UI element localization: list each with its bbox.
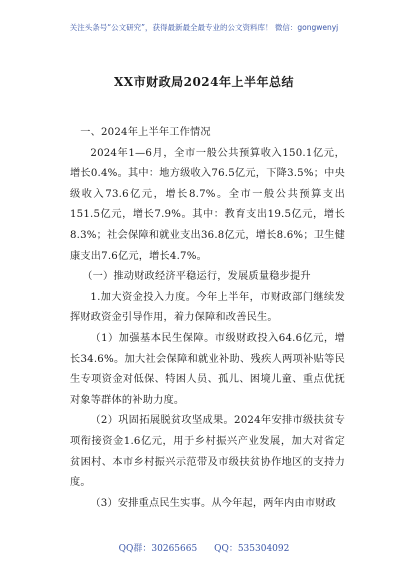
- document-title: XX市财政局2024年上半年总结: [113, 75, 295, 89]
- contact-footer: QQ群：30265665 QQ：535304092: [118, 544, 290, 554]
- paragraph-item-1: 1.加大资金投入力度。今年上半年，市财政部门继续发挥财政资金引导作用，着力保障和改善民生。: [70, 291, 345, 324]
- section-heading: 一、2024年上半年工作情况: [80, 127, 211, 138]
- paragraph-item-1-2: （2）巩固拓展脱贫攻坚成果。2024年安排市级扶贫专项衔接资金1.6亿元，用于乡村振兴产业发展，加大对省定贫困村、本市乡村振兴示范带及市级扶贫协作地区的支持力度。: [70, 415, 345, 489]
- paragraph-item-1-1: （1）加强基本民生保障。市级财政投入64.6亿元，增长34.6%。加大社会保障和就业补助、残疾人两项补贴等民生专项资金对低保、特困人员、孤儿、困境儿童、重点优抚对象等群体的补助力度。: [70, 332, 345, 406]
- document-body: [70, 123, 345, 514]
- subsection-heading: （一）推动财政经济平稳运行，发展质量稳步提升: [82, 271, 311, 283]
- promo-header: 关注头条号“公文研究”，获得最新最全最专业的公文资料库！ 微信：gongwenyj: [69, 23, 339, 32]
- paragraph-summary: 2024年1—6月，全市一般公共预算收入150.1亿元，增长0.4%。其中：地方级收入76.5亿元，下降3.5%；中央级收入73.6亿元，增长8.7%。全市一般公共预算支出151.5亿元，增长7.9%。其中：教育支出19.5亿元，增长8.3%；社会保障和就业支出36.8亿元，增长8.6%；卫生健康支出7.6亿元，增长4.7%。: [70, 147, 345, 262]
- paragraph-item-1-3: （3）安排重点民生实事。从今年起，两年内由市财政: [90, 497, 336, 509]
